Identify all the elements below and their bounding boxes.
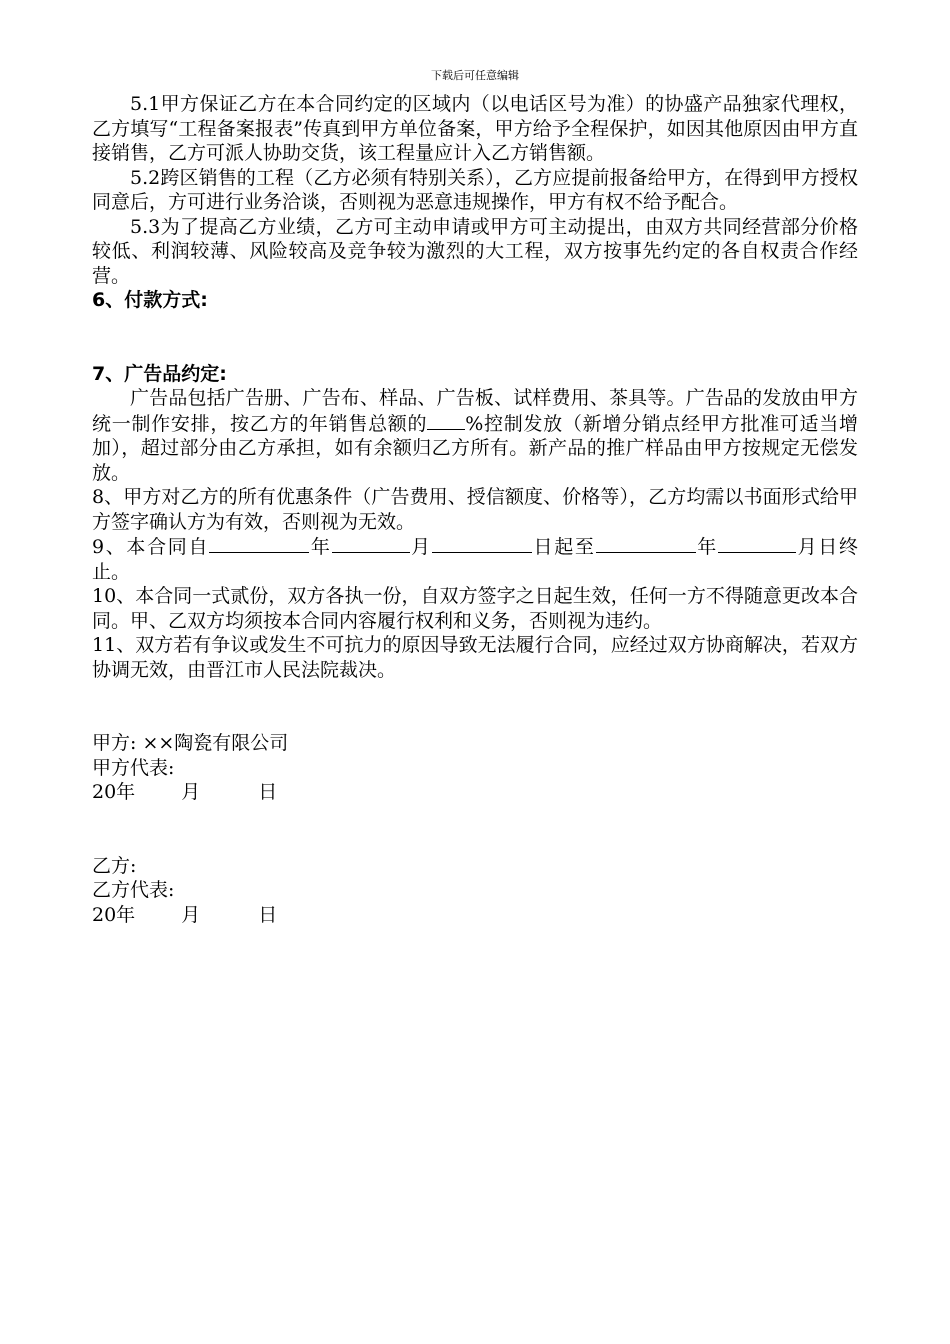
clause-5-2: 5.2跨区销售的工程（乙方必须有特别关系），乙方应提前报备给甲方，在得到甲方授权同意后，方可进行业务洽谈，否则视为恶意违规操作，甲方有权不给予配合。 [92,166,858,213]
clause-10: 10、本合同一式贰份，双方各执一份，自双方签字之日起生效，任何一方不得随意更改本合同。甲、乙双方均须按本合同内容履行权利和义务，否则视为违约。 [92,585,858,632]
party-b-representative: 乙方代表: [92,879,175,901]
clause-11: 11、双方若有争议或发生不可抗力的原因导致无法履行合同，应经过双方协商解决，若双方协调无效，由晋江市人民法院裁决。 [92,634,858,681]
clause-7-part-b: %控制发放（新增分销点经甲方批准可适当增加），超过部分由乙方承担，如有余额归乙方所有。新产品的推广样品由甲方按规定无偿发放。 [92,412,858,484]
party-b-date-day: 日 [258,903,278,926]
party-a-date-day: 日 [258,781,278,803]
start-month-blank[interactable] [332,534,410,553]
clause-5-3: 5.3为了提高乙方业绩，乙方可主动申请或甲方可主动提出，由双方共同经营部分价格较低、利润较薄、风险较高及竞争较为激烈的大工程，双方按事先约定的各自权责合作经营。 [92,215,858,287]
percent-blank[interactable] [427,411,465,430]
clause-7-part-a: 广告品包括广告册、广告布、样品、广告板、试样费用、茶具等。广告品的发放由甲方统一制作安排，按乙方的年销售总额的 [92,387,858,435]
party-a-name: 甲方: ××陶瓷有限公司 [92,732,289,754]
clause-5-1: 5.1甲方保证乙方在本合同约定的区域内（以电话区号为准）的协盛产品独家代理权，乙方填写“工程备案报表”传真到甲方单位备案，甲方给予全程保护，如因其他原因由甲方直接销售，乙方可派人协助交货，该工程量应计入乙方销售额。 [92,93,858,164]
end-year-blank[interactable] [596,534,696,553]
party-a-representative: 甲方代表: [92,756,175,779]
clause-9-month1: 月 [409,536,432,558]
party-b-signature [92,854,858,928]
start-day-blank[interactable] [432,534,532,553]
clause-9-prefix: 9、本合同自 [92,536,210,558]
clause-9-day1: 日起至 [531,536,596,558]
page-header-note: 下载后可任意编辑 [431,69,519,82]
clause-9-month2: 月 [795,536,819,558]
party-a-date-year: 20年 [92,781,136,803]
end-month-blank[interactable] [718,534,796,553]
clause-9-year1: 年 [309,536,332,558]
clause-8: 8、甲方对乙方的所有优惠条件（广告费用、授信额度、价格等），乙方均需以书面形式给甲方签字确认方为有效，否则视为无效。 [92,486,858,533]
clause-9 [92,534,858,584]
party-b-date-year: 20年 [92,903,136,926]
party-b-name: 乙方: [92,854,137,877]
clause-7 [92,386,858,485]
contract-body [92,92,858,927]
party-a-date [92,780,858,805]
party-a-date-month: 月 [181,781,201,803]
party-a-signature [92,731,858,805]
party-b-date-month: 月 [181,903,201,926]
party-b-date [92,903,858,928]
clause-9-suffix: 日终止。 [92,536,858,583]
clause-9-year2: 年 [695,536,718,558]
start-year-blank[interactable] [209,534,309,553]
heading-payment-method: 6、付款方式: [92,289,208,311]
heading-advertising: 7、广告品约定: [92,362,227,385]
